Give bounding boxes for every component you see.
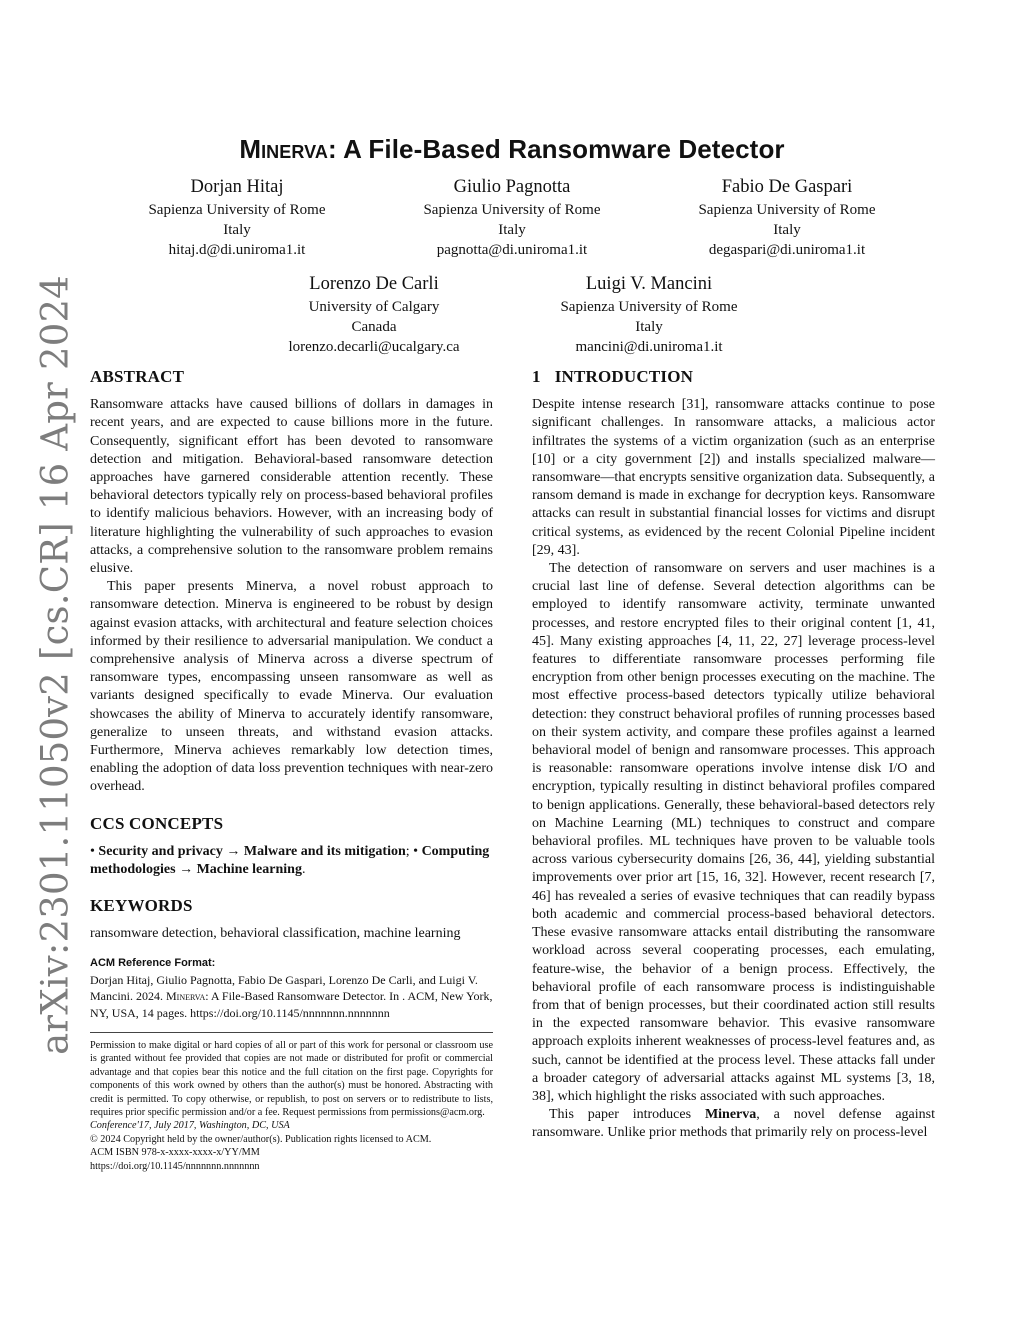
paper-title [0,134,1024,165]
acm-reference-text [90,972,493,1022]
author-block [647,175,927,260]
doi-line: https://doi.org/10.1145/nnnnnnn.nnnnnnn [90,1160,260,1172]
author-name: Giulio Pagnotta [453,177,571,197]
author-name: Dorjan Hitaj [190,177,284,197]
ccs-subitem: Machine learning [196,862,302,878]
author-block [97,175,377,260]
author-name: Fabio De Gaspari [721,177,853,197]
author-email: degaspari@di.uniroma1.it [708,242,866,258]
ccs-arrow: → [222,843,244,859]
author-email: mancini@di.uniroma1.it [575,339,723,355]
intro-p3-bold: Minerva [704,1107,757,1123]
acm-reference-authors: Dorjan Hitaj, Giulio Pagnotta, Fabio De Gaspari, Lorenzo De Carli, and Luigi V. Mancini. 2024. [90,972,478,1004]
conference-line: Conference'17, July 2017, Washington, DC, USA [90,1120,290,1132]
ccs-concepts: • Security and privacy → Malware and its mitigation; • Computing methodologies → Machine learning. [90,843,490,878]
intro-paragraph: Despite intense research [31], ransomware attacks continue to pose significant challenges. In ransomware attacks, a malicious actor infiltrates the systems of a victim organization (such as an enterprise [10] or a city government [2]) and installs specialized malware—ransomware—that encrypts sensitive organization data. Subsequently, a ransom demand is made in exchange for decryption keys. Ransomware attacks can result in substantial financial losses for victims and disrupt critical systems, as evidenced by the recent Colonial Pipeline incident [29, 43]. [532,397,935,558]
arxiv-side-stamp: arXiv:2301.11050v2 [cs.CR] 16 Apr 2024 [33,275,77,1055]
abstract-paragraph: This paper presents Minerva, a novel robust approach to ransomware detection. Minerva is engineered to be robust by design against evasion attacks, with architectural and feature selection choices informed by their resilience to adversarial manipulation. We conduct a comprehensive analysis of Minerva across a diverse spectrum of ransomware types, encompassing unseen ransomware as well as variants designed specifically to evade Minerva. Our evaluation showcases the ability of Minerva to accurately identify ransomware, generalize to unseen threats, and withstand evasion attacks. Furthermore, Minerva achieves remarkably low detection times, enabling the adoption of data loss prevention techniques with near-zero overhead. [90,579,493,795]
author-block [234,272,514,357]
author-country: Italy [223,222,251,238]
author-block [372,175,652,260]
ccs-subitem: Malware and its mitigation [243,843,406,859]
author-country: Italy [498,222,526,238]
isbn-line: ACM ISBN 978-x-xxxx-xxxx-x/YY/MM [90,1147,260,1159]
ccs-item: Computing methodologies [90,843,490,878]
abstract-heading: ABSTRACT [90,367,185,386]
author-email: pagnotta@di.uniroma1.it [436,242,588,258]
author-affiliation: Sapienza University of Rome [560,299,738,315]
title-system-name: Minerva [239,134,329,164]
author-email: lorenzo.decarli@ucalgary.ca [288,339,460,355]
author-country: Italy [635,319,663,335]
ccs-arrow: → [175,862,197,878]
ccs-item: Security and privacy [98,843,223,859]
keywords-text: ransomware detection, behavioral classification, machine learning [90,926,461,942]
intro-paragraph: The detection of ransomware on servers and user machines is a crucial last line of defense. Several detection algorithms can be employed to identify ransomware activity, terminate unwanted processes, and restore encrypted files to their original content [1, 41, 45]. Many existing approaches [4, 11, 22, 27] leverage process-level features to differentiate ransomware processes performing file encryption from other benign processes executing on the machine. The most effective process-based detectors typically utilize behavioral detection: they construct behavioral profiles of running processes based on their system activity, and compare these profiles against a learned behavioral model of benign and ransomware processes. This approach is reasonable: ransomware operations involve intense disk I/O and encryption, typically resulting in distinct behavioral profiles compared to benign applications. Generally, these behavioral-based detectors rely on Machine Learning (ML) techniques to construct and compare behavioral profiles. ML techniques have proven to be valuable tools across various cybersecurity domains [26, 36, 44], yielding substantial improvements over prior art [15, 16, 32]. However, recent research [7, 46] has revealed a series of evasive techniques that can readily bypass both academic and commercial process-based behavioral detectors. These evasive ransomware attacks entail distributing the ransomware workload across several cooperating processes, each emulating, feature-wise, the behavior of a benign process. Effectively, the behavioral profile of each ransomware process is indistinguishable from that of benign processes, but their coordinated action still results in the expected ransomware behavior. This evasive ransomware approach exploits inherent weaknesses of process-level features and, as such, cannot be identified at the process level. These attacks fall under a broader category of adversarial attacks against ML systems [3, 18, 38], which highlight the risks associated with such approaches. [532,561,935,1104]
permission-block [90,1032,493,1173]
ccs-heading: CCS CONCEPTS [90,813,224,833]
author-affiliation: Sapienza University of Rome [148,202,326,218]
right-column [532,368,935,1143]
intro-p3-start: This paper introduces [549,1107,705,1123]
title-rest: : A File-Based Ransomware Detector [328,134,785,164]
intro-p3-end: , a novel defense against ransomware. Unlike prior methods that primarily rely on process-level [532,1107,935,1141]
abstract-paragraph: Ransomware attacks have caused billions of dollars in damages in recent years, and are expected to cause billions more in the future. Consequently, significant effort has been devoted to ransomware detection and mitigation. Behavioral-based ransomware detection approaches have garnered considerable attention recently. These behavioral detectors typically rely on process-based behavioral profiles to identify malicious behaviors. However, with an increasing body of literature highlighting the vulnerability of such approaches to evasion attacks, a comprehensive solution to the ransomware problem remains elusive. [90,397,493,577]
author-name: Lorenzo De Carli [309,274,439,294]
author-affiliation: Sapienza University of Rome [698,202,876,218]
intro-heading [532,368,935,386]
left-column [90,368,493,1021]
author-country: Italy [773,222,801,238]
section-number: 1 [532,367,541,386]
author-affiliation: University of Calgary [308,299,440,315]
acm-reference-rest: : A File-Based Ransomware Detector. In . ACM, New York, NY, USA, 14 pages. https://doi.org/10.1145/nnnnnnn.nnnnnnn [90,989,493,1020]
acm-reference-heading: ACM Reference Format: [90,956,216,969]
section-title: INTRODUCTION [554,367,694,386]
permission-text: Permission to make digital or hard copies of all or part of this work for personal or classroom use is granted without fee provided that copies are not made or distributed for profit or commercial advantage and that copies bear this notice and the full citation on the first page. Copyrights for components of this work owned by others than the author(s) must be honored. Abstracting with credit is permitted. To copy otherwise, or republish, to post on servers or to redistribute to lists, requires prior specific permission and/or a fee. Request permissions from permissions@acm.org. [90,1040,493,1119]
author-block [509,272,789,357]
keywords-heading: KEYWORDS [90,896,193,916]
copyright-line: © 2024 Copyright held by the owner/author(s). Publication rights licensed to ACM. [90,1133,432,1145]
acm-reference-title-sc: Minerva [166,989,206,1004]
intro-paragraph [532,1106,935,1142]
author-name: Luigi V. Mancini [585,274,713,294]
author-country: Canada [351,319,397,335]
author-email: hitaj.d@di.uniroma1.it [168,242,306,258]
author-affiliation: Sapienza University of Rome [423,202,601,218]
